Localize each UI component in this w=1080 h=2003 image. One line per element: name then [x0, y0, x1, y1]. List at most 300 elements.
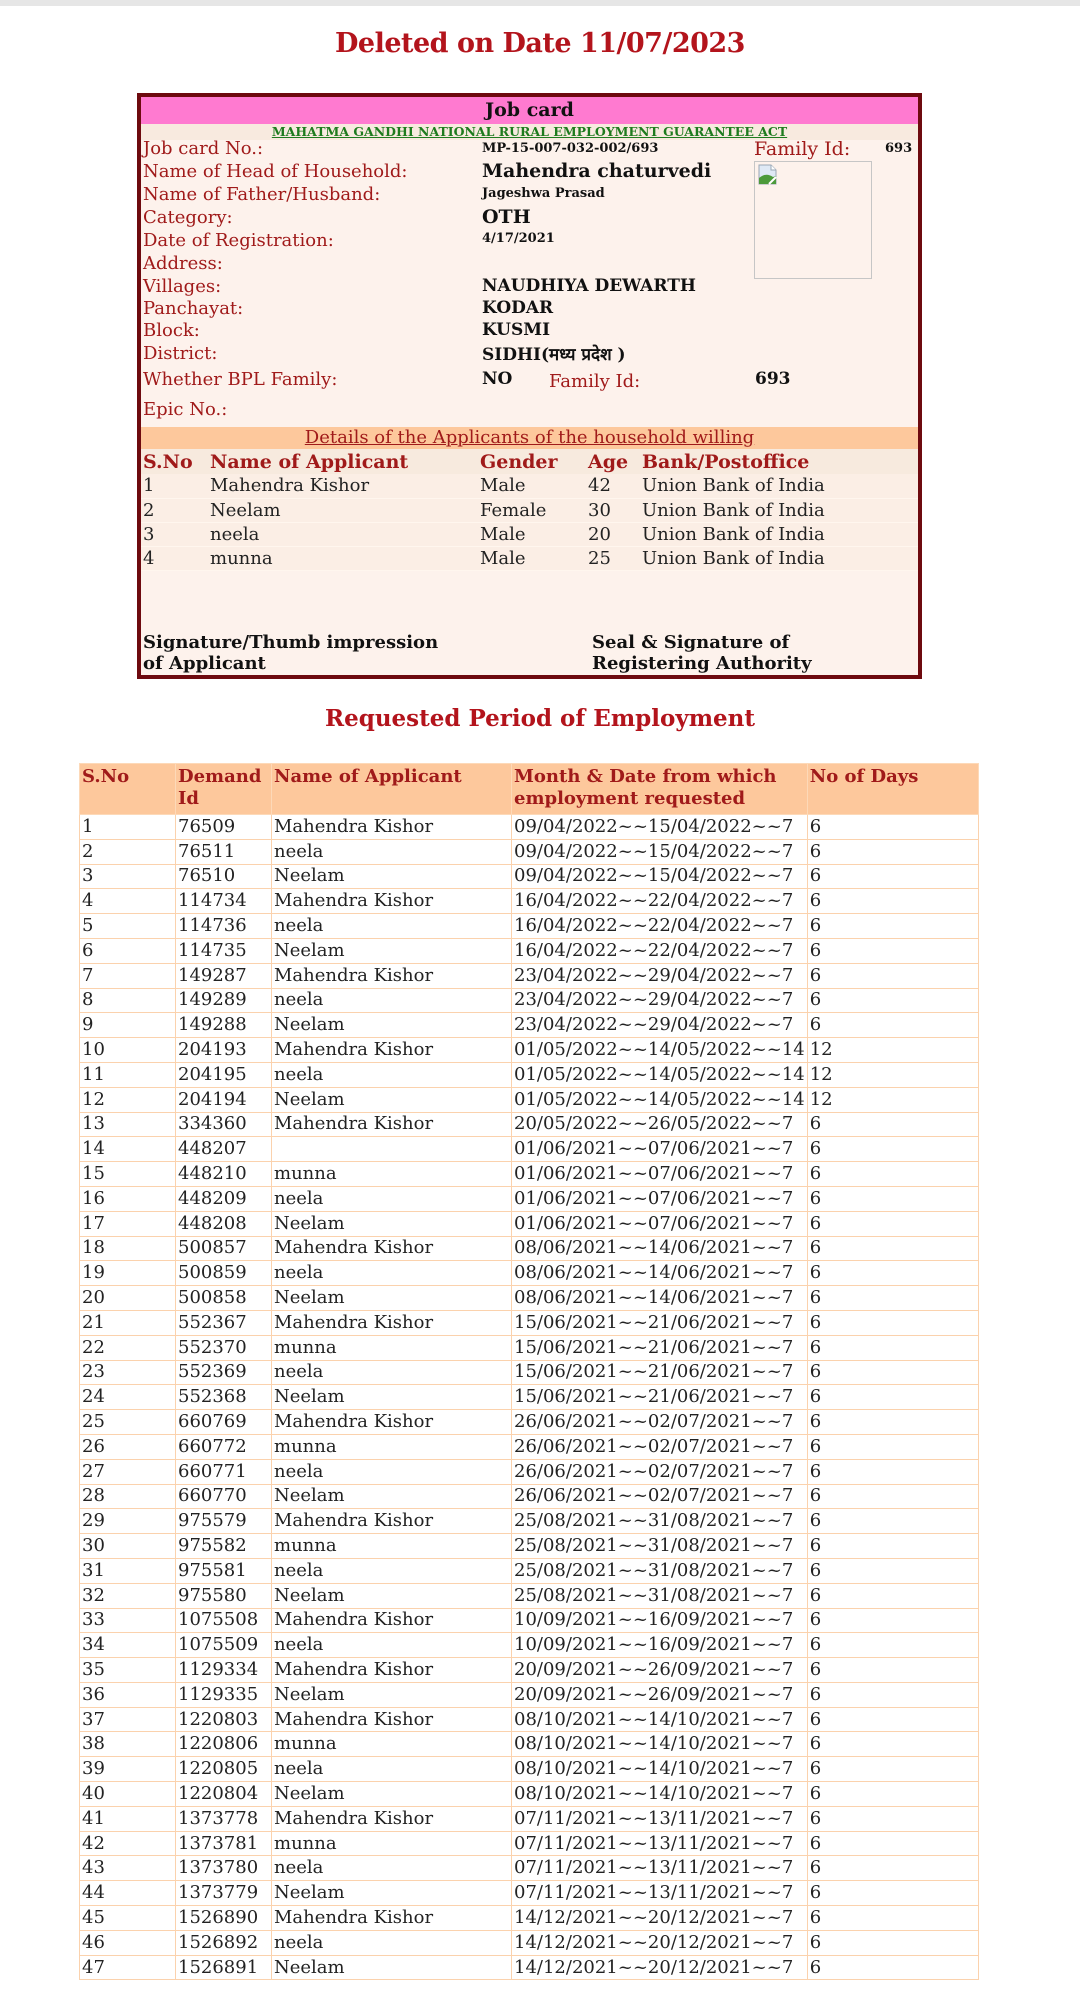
table-row [80, 1732, 979, 1757]
col-bank: Bank/Postoffice [640, 449, 918, 474]
registration-date-value: 4/17/2021 [482, 231, 555, 246]
row-demand-id: 149289 [176, 988, 272, 1013]
row-demand-id: 1526890 [176, 1906, 272, 1931]
table-row [80, 1906, 979, 1931]
job-card [137, 93, 922, 679]
col-gender: Gender [478, 449, 586, 474]
bpl-family-value: NO [482, 369, 513, 389]
act-title: MAHATMA GANDHI NATIONAL RURAL EMPLOYMENT GUARANTEE ACT [141, 124, 918, 140]
row-date-range: 01/06/2021~~07/06/2021~~7 [512, 1211, 808, 1236]
row-no-of-days: 6 [807, 1261, 978, 1286]
row-applicant-name: Mahendra Kishor [272, 1038, 512, 1063]
row-demand-id: 114736 [176, 914, 272, 939]
row-date-range: 07/11/2021~~13/11/2021~~7 [512, 1881, 808, 1906]
table-row [80, 1087, 979, 1112]
row-demand-id: 1220803 [176, 1707, 272, 1732]
applicant-bank: Union Bank of India [640, 498, 918, 522]
row-date-range: 09/04/2022~~15/04/2022~~7 [512, 864, 808, 889]
row-sno: 10 [80, 1038, 176, 1063]
job-card-no-label: Job card No.: [143, 138, 264, 159]
row-sno: 26 [80, 1434, 176, 1459]
row-demand-id: 114735 [176, 938, 272, 963]
row-date-range: 25/08/2021~~31/08/2021~~7 [512, 1583, 808, 1608]
row-sno: 6 [80, 938, 176, 963]
row-applicant-name: Neelam [272, 1385, 512, 1410]
applicant-gender: Female [478, 498, 586, 522]
row-no-of-days: 6 [807, 1410, 978, 1435]
row-date-range: 20/09/2021~~26/09/2021~~7 [512, 1658, 808, 1683]
row-applicant-name: Neelam [272, 1881, 512, 1906]
bpl-family-label: Whether BPL Family: [143, 369, 338, 390]
row-no-of-days: 6 [807, 1633, 978, 1658]
table-row [80, 1211, 979, 1236]
table-row [80, 1484, 979, 1509]
row-applicant-name: Mahendra Kishor [272, 1658, 512, 1683]
row-date-range: 01/05/2022~~14/05/2022~~14 [512, 1038, 808, 1063]
row-sno: 4 [80, 889, 176, 914]
applicant-row [141, 474, 918, 498]
table-row [80, 1682, 979, 1707]
authority-signature-label: Seal & Signature of Registering Authority [592, 632, 812, 674]
row-demand-id: 76511 [176, 839, 272, 864]
row-applicant-name: Mahendra Kishor [272, 1806, 512, 1831]
row-applicant-name: Neelam [272, 1682, 512, 1707]
table-row [80, 1757, 979, 1782]
row-sno: 27 [80, 1459, 176, 1484]
row-demand-id: 500857 [176, 1236, 272, 1261]
row-applicant-name: Neelam [272, 1211, 512, 1236]
row-sno: 28 [80, 1484, 176, 1509]
col-date-range: Month & Date from which employment requested [512, 764, 808, 815]
table-row [80, 839, 979, 864]
row-sno: 8 [80, 988, 176, 1013]
row-sno: 19 [80, 1261, 176, 1286]
table-row [80, 1310, 979, 1335]
applicant-row [141, 522, 918, 546]
applicant-sno: 1 [141, 474, 208, 498]
table-row [80, 1881, 979, 1906]
table-row [80, 1459, 979, 1484]
row-demand-id: 660772 [176, 1434, 272, 1459]
row-date-range: 26/06/2021~~02/07/2021~~7 [512, 1484, 808, 1509]
requested-period-table [79, 763, 979, 1980]
row-no-of-days: 6 [807, 1732, 978, 1757]
row-no-of-days: 6 [807, 1137, 978, 1162]
table-row [80, 1707, 979, 1732]
row-demand-id: 975579 [176, 1509, 272, 1534]
row-demand-id: 975582 [176, 1534, 272, 1559]
address-label: Address: [143, 253, 223, 274]
row-applicant-name: Mahendra Kishor [272, 1112, 512, 1137]
row-date-range: 16/04/2022~~22/04/2022~~7 [512, 938, 808, 963]
applicant-age: 30 [586, 498, 640, 522]
row-no-of-days: 6 [807, 1360, 978, 1385]
row-demand-id: 448210 [176, 1162, 272, 1187]
table-row [80, 1162, 979, 1187]
family-id-label-2: Family Id: [549, 371, 641, 392]
job-card-no-value: MP-15-007-032-002/693 [482, 141, 659, 156]
row-sno: 17 [80, 1211, 176, 1236]
col-name: Name of Applicant [208, 449, 478, 474]
row-applicant-name: Mahendra Kishor [272, 1608, 512, 1633]
col-age: Age [586, 449, 640, 474]
applicant-signature-label: Signature/Thumb impression of Applicant [143, 632, 439, 674]
row-date-range: 15/06/2021~~21/06/2021~~7 [512, 1335, 808, 1360]
row-no-of-days: 6 [807, 1782, 978, 1807]
row-no-of-days: 6 [807, 1013, 978, 1038]
table-row [80, 1261, 979, 1286]
row-no-of-days: 6 [807, 1112, 978, 1137]
row-no-of-days: 6 [807, 1310, 978, 1335]
applicant-age: 42 [586, 474, 640, 498]
table-row [80, 1385, 979, 1410]
block-label: Block: [143, 320, 200, 341]
row-demand-id: 448209 [176, 1186, 272, 1211]
row-demand-id: 76510 [176, 864, 272, 889]
head-of-household-label: Name of Head of Household: [143, 161, 408, 182]
applicant-name: munna [208, 546, 478, 570]
row-no-of-days: 6 [807, 1658, 978, 1683]
row-sno: 36 [80, 1682, 176, 1707]
row-date-range: 09/04/2022~~15/04/2022~~7 [512, 839, 808, 864]
row-no-of-days: 6 [807, 1583, 978, 1608]
row-date-range: 15/06/2021~~21/06/2021~~7 [512, 1310, 808, 1335]
row-sno: 24 [80, 1385, 176, 1410]
row-sno: 5 [80, 914, 176, 939]
row-sno: 37 [80, 1707, 176, 1732]
row-demand-id: 552369 [176, 1360, 272, 1385]
row-date-range: 01/06/2021~~07/06/2021~~7 [512, 1186, 808, 1211]
table-row [80, 1038, 979, 1063]
row-sno: 41 [80, 1806, 176, 1831]
applicant-age: 20 [586, 522, 640, 546]
row-date-range: 23/04/2022~~29/04/2022~~7 [512, 1013, 808, 1038]
applicants-header-row [141, 449, 918, 474]
row-demand-id: 204193 [176, 1038, 272, 1063]
row-applicant-name: Neelam [272, 938, 512, 963]
row-sno: 23 [80, 1360, 176, 1385]
table-row [80, 1112, 979, 1137]
row-date-range: 09/04/2022~~15/04/2022~~7 [512, 815, 808, 840]
block-value: KUSMI [482, 320, 551, 340]
table-row [80, 1955, 979, 1980]
row-demand-id: 552367 [176, 1310, 272, 1335]
row-no-of-days: 6 [807, 1558, 978, 1583]
row-date-range: 16/04/2022~~22/04/2022~~7 [512, 889, 808, 914]
requested-header-row [80, 764, 979, 815]
row-sno: 31 [80, 1558, 176, 1583]
table-row [80, 1335, 979, 1360]
panchayat-label: Panchayat: [143, 298, 244, 319]
father-husband-label: Name of Father/Husband: [143, 184, 381, 205]
row-date-range: 25/08/2021~~31/08/2021~~7 [512, 1534, 808, 1559]
row-applicant-name: Mahendra Kishor [272, 815, 512, 840]
row-no-of-days: 6 [807, 1335, 978, 1360]
col-sno: S.No [80, 764, 176, 815]
applicant-row [141, 546, 918, 570]
row-applicant-name: neela [272, 1930, 512, 1955]
table-row [80, 1236, 979, 1261]
row-date-range: 08/06/2021~~14/06/2021~~7 [512, 1286, 808, 1311]
row-applicant-name: Mahendra Kishor [272, 889, 512, 914]
col-no-of-days: No of Days [807, 764, 978, 815]
table-row [80, 1658, 979, 1683]
top-scroll-bar [0, 0, 1080, 6]
applicant-sno: 4 [141, 546, 208, 570]
table-row [80, 864, 979, 889]
table-row [80, 1633, 979, 1658]
row-sno: 29 [80, 1509, 176, 1534]
row-sno: 38 [80, 1732, 176, 1757]
row-demand-id: 204195 [176, 1062, 272, 1087]
applicant-name: Mahendra Kishor [208, 474, 478, 498]
row-no-of-days: 12 [807, 1038, 978, 1063]
row-sno: 9 [80, 1013, 176, 1038]
row-demand-id: 660771 [176, 1459, 272, 1484]
row-applicant-name: Neelam [272, 1583, 512, 1608]
applicant-bank: Union Bank of India [640, 474, 918, 498]
row-sno: 22 [80, 1335, 176, 1360]
row-demand-id: 1075508 [176, 1608, 272, 1633]
row-date-range: 14/12/2021~~20/12/2021~~7 [512, 1930, 808, 1955]
row-no-of-days: 6 [807, 1682, 978, 1707]
requested-period-title: Requested Period of Employment [324, 705, 756, 732]
row-no-of-days: 6 [807, 1459, 978, 1484]
row-no-of-days: 12 [807, 1087, 978, 1112]
row-demand-id: 500858 [176, 1286, 272, 1311]
row-no-of-days: 6 [807, 1211, 978, 1236]
applicant-row [141, 498, 918, 522]
row-applicant-name: munna [272, 1732, 512, 1757]
row-applicant-name: Neelam [272, 1782, 512, 1807]
row-no-of-days: 6 [807, 1385, 978, 1410]
applicant-bank: Union Bank of India [640, 522, 918, 546]
row-date-range: 26/06/2021~~02/07/2021~~7 [512, 1459, 808, 1484]
applicant-photo [754, 161, 872, 279]
row-demand-id: 448208 [176, 1211, 272, 1236]
row-no-of-days: 6 [807, 938, 978, 963]
row-date-range: 20/09/2021~~26/09/2021~~7 [512, 1682, 808, 1707]
row-demand-id: 1075509 [176, 1633, 272, 1658]
row-applicant-name: munna [272, 1162, 512, 1187]
row-no-of-days: 6 [807, 889, 978, 914]
row-date-range: 01/06/2021~~07/06/2021~~7 [512, 1137, 808, 1162]
row-demand-id: 552368 [176, 1385, 272, 1410]
table-row [80, 1831, 979, 1856]
row-date-range: 08/06/2021~~14/06/2021~~7 [512, 1236, 808, 1261]
row-date-range: 10/09/2021~~16/09/2021~~7 [512, 1633, 808, 1658]
row-date-range: 14/12/2021~~20/12/2021~~7 [512, 1955, 808, 1980]
row-no-of-days: 6 [807, 1707, 978, 1732]
row-applicant-name: neela [272, 1459, 512, 1484]
row-applicant-name: neela [272, 1856, 512, 1881]
row-no-of-days: 6 [807, 1856, 978, 1881]
deleted-date-title: Deleted on Date 11/07/2023 [335, 28, 745, 59]
row-sno: 46 [80, 1930, 176, 1955]
row-sno: 20 [80, 1286, 176, 1311]
row-no-of-days: 6 [807, 1881, 978, 1906]
family-id-value: 693 [885, 141, 913, 156]
table-row [80, 1410, 979, 1435]
row-demand-id: 448207 [176, 1137, 272, 1162]
row-applicant-name: Mahendra Kishor [272, 1906, 512, 1931]
row-no-of-days: 6 [807, 1906, 978, 1931]
row-no-of-days: 6 [807, 1806, 978, 1831]
row-applicant-name: neela [272, 839, 512, 864]
row-sno: 39 [80, 1757, 176, 1782]
row-demand-id: 1220804 [176, 1782, 272, 1807]
row-sno: 44 [80, 1881, 176, 1906]
row-no-of-days: 6 [807, 1831, 978, 1856]
row-no-of-days: 6 [807, 1186, 978, 1211]
table-row [80, 1286, 979, 1311]
row-demand-id: 149287 [176, 963, 272, 988]
row-applicant-name: Mahendra Kishor [272, 1509, 512, 1534]
row-sno: 32 [80, 1583, 176, 1608]
row-applicant-name: neela [272, 1261, 512, 1286]
row-no-of-days: 6 [807, 1955, 978, 1980]
row-date-range: 08/10/2021~~14/10/2021~~7 [512, 1707, 808, 1732]
row-no-of-days: 6 [807, 1608, 978, 1633]
row-demand-id: 1526891 [176, 1955, 272, 1980]
table-row [80, 938, 979, 963]
row-no-of-days: 6 [807, 1930, 978, 1955]
family-id-value-2: 693 [755, 369, 791, 389]
row-date-range: 15/06/2021~~21/06/2021~~7 [512, 1385, 808, 1410]
row-sno: 40 [80, 1782, 176, 1807]
table-row [80, 914, 979, 939]
district-label: District: [143, 343, 218, 364]
row-demand-id: 975580 [176, 1583, 272, 1608]
row-date-range: 08/10/2021~~14/10/2021~~7 [512, 1732, 808, 1757]
district-value: SIDHI(मध्य प्रदेश ) [482, 345, 626, 365]
row-applicant-name: Mahendra Kishor [272, 1707, 512, 1732]
row-date-range: 26/06/2021~~02/07/2021~~7 [512, 1410, 808, 1435]
row-sno: 25 [80, 1410, 176, 1435]
row-demand-id: 1220805 [176, 1757, 272, 1782]
row-applicant-name: Neelam [272, 1286, 512, 1311]
row-applicant-name: Mahendra Kishor [272, 1236, 512, 1261]
table-row [80, 988, 979, 1013]
registration-date-label: Date of Registration: [143, 230, 334, 251]
row-sno: 35 [80, 1658, 176, 1683]
row-demand-id: 660769 [176, 1410, 272, 1435]
epic-no-label: Epic No.: [143, 399, 228, 420]
row-applicant-name: neela [272, 914, 512, 939]
category-value: OTH [482, 206, 531, 228]
villages-value: NAUDHIYA DEWARTH [482, 276, 696, 296]
row-applicant-name: Neelam [272, 1087, 512, 1112]
table-row [80, 1062, 979, 1087]
row-sno: 13 [80, 1112, 176, 1137]
row-date-range: 01/05/2022~~14/05/2022~~14 [512, 1087, 808, 1112]
row-sno: 47 [80, 1955, 176, 1980]
row-sno: 45 [80, 1906, 176, 1931]
row-no-of-days: 6 [807, 1509, 978, 1534]
table-row [80, 815, 979, 840]
row-sno: 15 [80, 1162, 176, 1187]
row-applicant-name: neela [272, 1360, 512, 1385]
row-applicant-name: neela [272, 1558, 512, 1583]
table-row [80, 1434, 979, 1459]
table-row [80, 889, 979, 914]
table-row [80, 1930, 979, 1955]
row-sno: 33 [80, 1608, 176, 1633]
table-row [80, 1186, 979, 1211]
row-sno: 2 [80, 839, 176, 864]
applicant-name: neela [208, 522, 478, 546]
row-sno: 30 [80, 1534, 176, 1559]
row-applicant-name [272, 1137, 512, 1162]
row-date-range: 25/08/2021~~31/08/2021~~7 [512, 1558, 808, 1583]
row-date-range: 20/05/2022~~26/05/2022~~7 [512, 1112, 808, 1137]
row-no-of-days: 6 [807, 1162, 978, 1187]
job-card-header: Job card [141, 97, 918, 124]
row-sno: 12 [80, 1087, 176, 1112]
col-sno: S.No [141, 449, 208, 474]
row-demand-id: 1129334 [176, 1658, 272, 1683]
applicants-section-title: Details of the Applicants of the household willing [141, 427, 918, 449]
applicant-gender: Male [478, 546, 586, 570]
row-date-range: 07/11/2021~~13/11/2021~~7 [512, 1856, 808, 1881]
applicant-bank: Union Bank of India [640, 546, 918, 570]
row-demand-id: 114734 [176, 889, 272, 914]
row-date-range: 01/05/2022~~14/05/2022~~14 [512, 1062, 808, 1087]
row-demand-id: 500859 [176, 1261, 272, 1286]
table-row [80, 1782, 979, 1807]
row-no-of-days: 6 [807, 864, 978, 889]
applicants-table [141, 449, 918, 571]
row-date-range: 26/06/2021~~02/07/2021~~7 [512, 1434, 808, 1459]
row-sno: 7 [80, 963, 176, 988]
table-row [80, 1534, 979, 1559]
villages-label: Villages: [143, 276, 222, 297]
row-no-of-days: 6 [807, 1757, 978, 1782]
row-demand-id: 1129335 [176, 1682, 272, 1707]
category-label: Category: [143, 207, 233, 228]
row-applicant-name: Neelam [272, 1955, 512, 1980]
row-demand-id: 552370 [176, 1335, 272, 1360]
requested-table-body [80, 815, 979, 1980]
row-applicant-name: neela [272, 1062, 512, 1087]
row-demand-id: 149288 [176, 1013, 272, 1038]
row-no-of-days: 6 [807, 1534, 978, 1559]
row-sno: 34 [80, 1633, 176, 1658]
row-applicant-name: neela [272, 1633, 512, 1658]
row-sno: 18 [80, 1236, 176, 1261]
row-applicant-name: Neelam [272, 1484, 512, 1509]
row-no-of-days: 6 [807, 1434, 978, 1459]
row-demand-id: 1373780 [176, 1856, 272, 1881]
table-row [80, 1558, 979, 1583]
row-applicant-name: Mahendra Kishor [272, 1410, 512, 1435]
row-demand-id: 660770 [176, 1484, 272, 1509]
applicant-name: Neelam [208, 498, 478, 522]
applicant-gender: Male [478, 522, 586, 546]
row-demand-id: 204194 [176, 1087, 272, 1112]
row-applicant-name: munna [272, 1335, 512, 1360]
row-demand-id: 1526892 [176, 1930, 272, 1955]
applicant-sno: 2 [141, 498, 208, 522]
row-no-of-days: 6 [807, 914, 978, 939]
table-row [80, 963, 979, 988]
row-date-range: 08/10/2021~~14/10/2021~~7 [512, 1757, 808, 1782]
row-date-range: 23/04/2022~~29/04/2022~~7 [512, 963, 808, 988]
row-date-range: 07/11/2021~~13/11/2021~~7 [512, 1831, 808, 1856]
table-row [80, 1360, 979, 1385]
row-no-of-days: 12 [807, 1062, 978, 1087]
applicant-age: 25 [586, 546, 640, 570]
